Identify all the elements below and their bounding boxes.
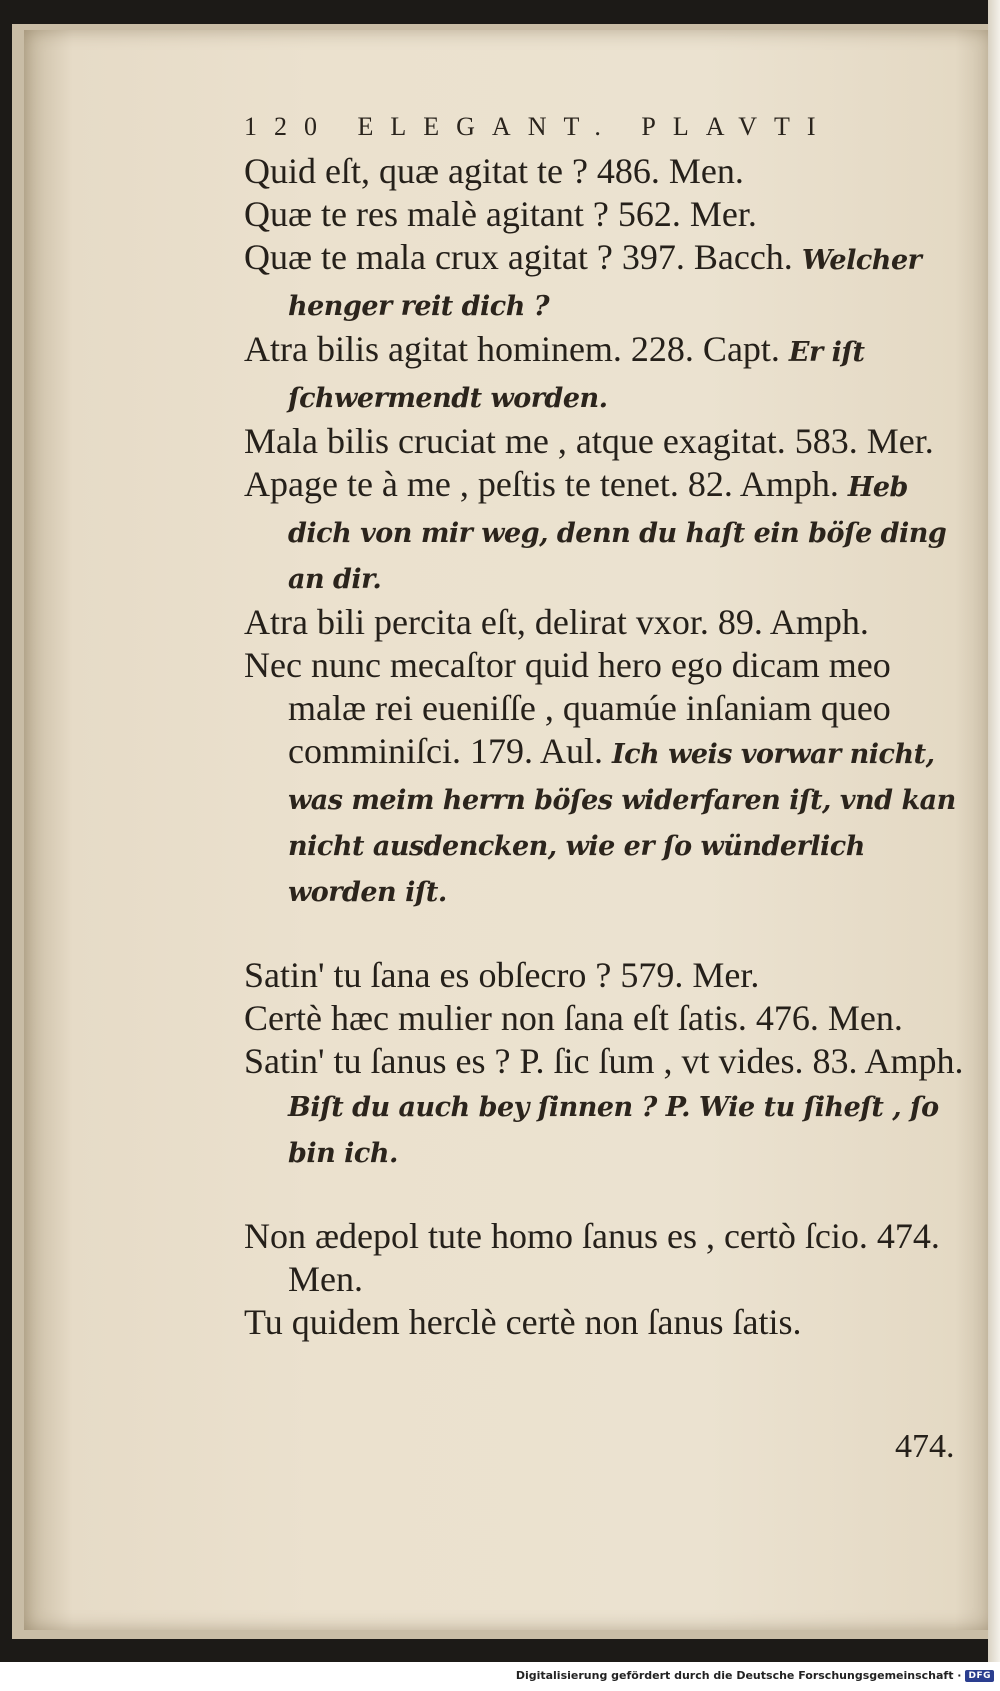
entry-13 (244, 1301, 964, 1344)
running-head: 120 ELEGANT. PLAVTI (244, 112, 833, 141)
entry-8 (244, 644, 964, 914)
footer-text: Digitalisierung gefördert durch die Deutsche Forschungsgemeinschaft · (515, 1669, 962, 1682)
latin-text: Certè hæc mulier non ſana eſt ſatis. 476. Men. (244, 998, 903, 1038)
latin-text: Non ædepol tute homo ſanus es , certò ſcio. 474. Men. (244, 1216, 940, 1299)
latin-text: Satin' tu ſanus es ? P. ſic ſum , vt vides. 83. Amph. (244, 1041, 964, 1081)
latin-text: Atra bilis agitat hominem. 228. Capt. (244, 329, 780, 369)
german-gloss: Er iſt ſchwermendt worden. (288, 337, 865, 414)
latin-text: Quæ te res malè agitant ? 562. Mer. (244, 194, 757, 234)
entry-4 (244, 328, 964, 420)
german-gloss: Biſt du auch bey ſinnen ? P. Wie tu ſiheſt , ſo bin ich. (288, 1092, 939, 1169)
catchword: 474. (895, 1428, 955, 1465)
entry-2 (244, 193, 964, 236)
latin-text: Quæ te mala crux agitat ? 397. Bacch. (244, 237, 793, 277)
entry-10 (244, 997, 964, 1040)
latin-text: Nec nunc mecaſtor quid hero ego dicam meo malæ rei eueniſſe , quamúe inſaniam queo comminiſci. 179. Aul. (244, 645, 891, 771)
latin-text: Apage te à me , peſtis te tenet. 82. Amph. (244, 464, 839, 504)
page-text (244, 150, 964, 1344)
section-gap (244, 914, 964, 954)
entry-12 (244, 1215, 964, 1301)
latin-text: Atra bili percita eſt, delirat vxor. 89. Amph. (244, 602, 869, 642)
german-gloss: Welcher henger reit dich ? (288, 245, 922, 322)
entry-11 (244, 1040, 964, 1175)
entry-1 (244, 150, 964, 193)
entry-7 (244, 601, 964, 644)
entry-6 (244, 463, 964, 601)
binding-strip (988, 0, 1000, 1662)
latin-text: Satin' tu ſana es obſecro ? 579. Mer. (244, 955, 760, 995)
entry-9 (244, 954, 964, 997)
dfg-logo: DFG (965, 1670, 994, 1682)
entry-5 (244, 420, 964, 463)
german-gloss: Heb dich von mir weg, denn du haſt ein böſe ding an dir. (288, 472, 947, 595)
latin-text: Quid eſt, quæ agitat te ? 486. Men. (244, 151, 744, 191)
latin-text: Mala bilis cruciat me , atque exagitat. 583. Mer. (244, 421, 934, 461)
german-gloss: Ich weis vorwar nicht, was meim herrn böſes widerfaren iſt, vnd kan nicht ausdencken, wie er ſo wünderlich worden iſt. (288, 739, 956, 908)
entry-3 (244, 236, 964, 328)
digitization-footer (516, 1669, 994, 1682)
latin-text: Tu quidem herclè certè non ſanus ſatis. (244, 1302, 802, 1342)
section-gap (244, 1175, 964, 1215)
